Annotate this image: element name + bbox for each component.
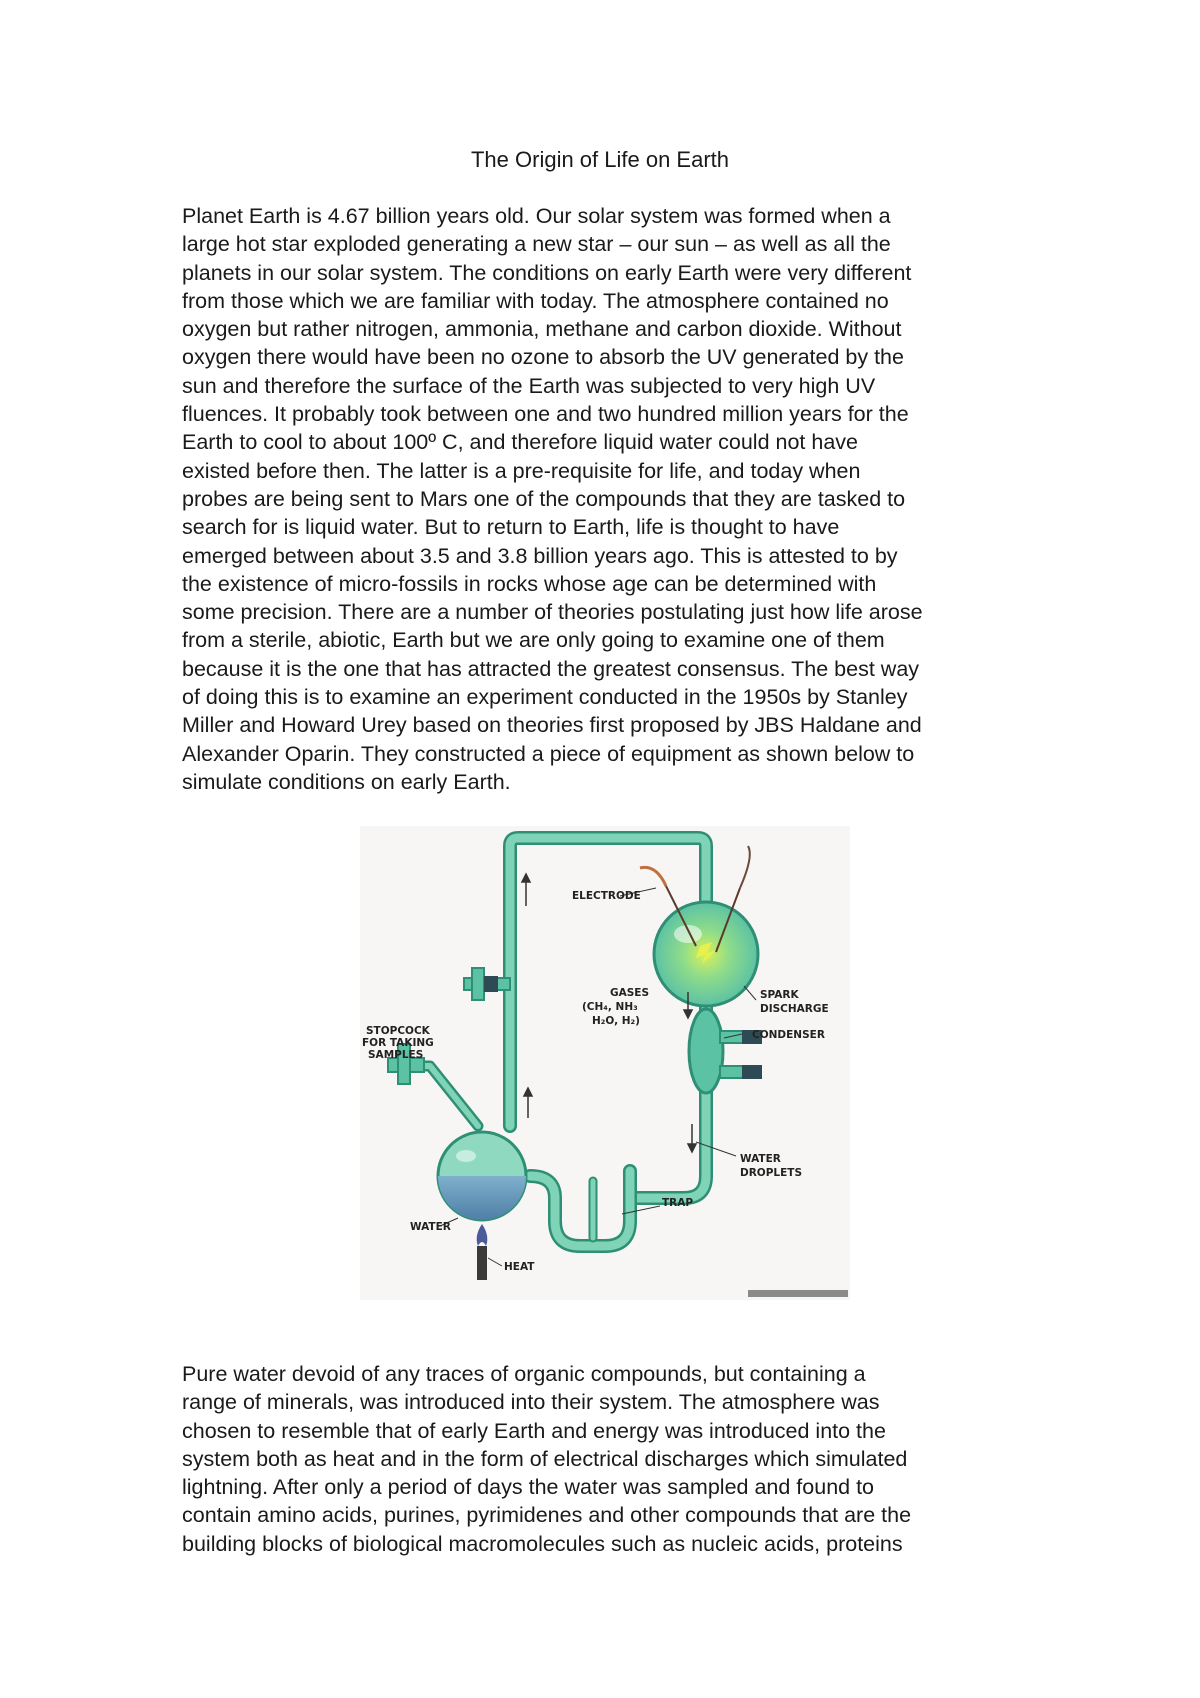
paragraph-line: Planet Earth is 4.67 billion years old. Our solar system was formed when a xyxy=(182,204,891,228)
paragraph-line: probes are being sent to Mars one of the compounds that they are tasked to xyxy=(182,486,906,511)
label-electrode: ELECTRODE xyxy=(572,890,641,902)
miller-urey-apparatus-figure xyxy=(360,826,850,1300)
label-spark: SPARK xyxy=(760,989,799,1001)
paragraph-line: contain amino acids, purines, pyrimidenes and other compounds that are the xyxy=(182,1503,912,1528)
heat-source xyxy=(477,1224,488,1280)
paragraph-line: chosen to resemble that of early Earth and energy was introduced into the xyxy=(182,1418,886,1443)
label-gases-formula-1: (CH₄, NH₃ xyxy=(582,1001,638,1013)
label-water: WATER xyxy=(410,1221,451,1233)
paragraph-line: emerged between about 3.5 and 3.8 billion years ago. This is attested to by xyxy=(182,543,898,568)
paragraph-line: large hot star exploded generating a new star – our sun – as well as all the xyxy=(182,232,891,257)
label-water-droplets-1: WATER xyxy=(740,1153,781,1165)
label-gases-formula-2: H₂O, H₂) xyxy=(592,1015,640,1027)
paragraph-line: because it is the one that has attracted the greatest consensus. The best way xyxy=(182,656,920,681)
paragraph-line: simulate conditions on early Earth. xyxy=(182,769,511,794)
label-gases: GASES xyxy=(610,987,650,999)
label-for-taking: FOR TAKING xyxy=(362,1037,434,1049)
label-stopcock: STOPCOCK xyxy=(366,1025,430,1037)
paragraph-line: lightning. After only a period of days the water was sampled and found to xyxy=(182,1475,875,1500)
paragraph-line: system both as heat and in the form of electrical discharges which simulated xyxy=(182,1446,908,1471)
paragraph-line: from a sterile, abiotic, Earth but we are only going to examine one of them xyxy=(182,628,885,653)
paragraph-line: Miller and Howard Urey based on theories first proposed by JBS Haldane and xyxy=(182,713,922,738)
paragraph-intro xyxy=(182,202,1032,796)
paragraph-line: Alexander Oparin. They constructed a piece of equipment as shown below to xyxy=(182,741,915,766)
scan-artifact-bar xyxy=(748,1290,848,1297)
paragraph-line: existed before then. The latter is a pre-requisite for life, and today when xyxy=(182,458,861,483)
paragraph-line: Pure water devoid of any traces of organic compounds, but containing a xyxy=(182,1362,866,1386)
label-discharge: DISCHARGE xyxy=(760,1003,829,1015)
paragraph-line: from those which we are familiar with today. The atmosphere contained no xyxy=(182,288,889,313)
label-water-droplets-2: DROPLETS xyxy=(740,1167,803,1179)
paragraph-line: planets in our solar system. The conditions on early Earth were very different xyxy=(182,260,912,285)
paragraph-experiment xyxy=(182,1360,1032,1558)
water-boiling-flask xyxy=(438,1132,526,1220)
paragraph-line: some precision. There are a number of theories postulating just how life arose xyxy=(182,600,923,625)
paragraph-line: sun and therefore the surface of the Earth was subjected to very high UV xyxy=(182,373,876,398)
label-heat: HEAT xyxy=(504,1261,535,1273)
paragraph-line: building blocks of biological macromolecules such as nucleic acids, proteins xyxy=(182,1531,903,1556)
paragraph-line: oxygen but rather nitrogen, ammonia, methane and carbon dioxide. Without xyxy=(182,317,902,342)
label-samples: SAMPLES xyxy=(368,1049,424,1061)
paragraph-line: of doing this is to examine an experiment conducted in the 1950s by Stanley xyxy=(182,685,908,710)
paragraph-line: oxygen there would have been no ozone to absorb the UV generated by the xyxy=(182,345,904,370)
label-trap: TRAP xyxy=(662,1197,694,1209)
paragraph-line: Earth to cool to about 100º C, and therefore liquid water could not have xyxy=(182,430,858,455)
burner xyxy=(477,1246,487,1280)
paragraph-line: search for is liquid water. But to return to Earth, life is thought to have xyxy=(182,515,840,540)
paragraph-line: the existence of micro-fossils in rocks whose age can be determined with xyxy=(182,571,877,596)
apparatus-diagram xyxy=(360,826,850,1300)
page-title: The Origin of Life on Earth xyxy=(470,147,730,172)
paragraph-line: fluences. It probably took between one and two hundred million years for the xyxy=(182,402,909,427)
paragraph-line: range of minerals, was introduced into their system. The atmosphere was xyxy=(182,1390,880,1415)
label-condenser: CONDENSER xyxy=(752,1029,825,1041)
